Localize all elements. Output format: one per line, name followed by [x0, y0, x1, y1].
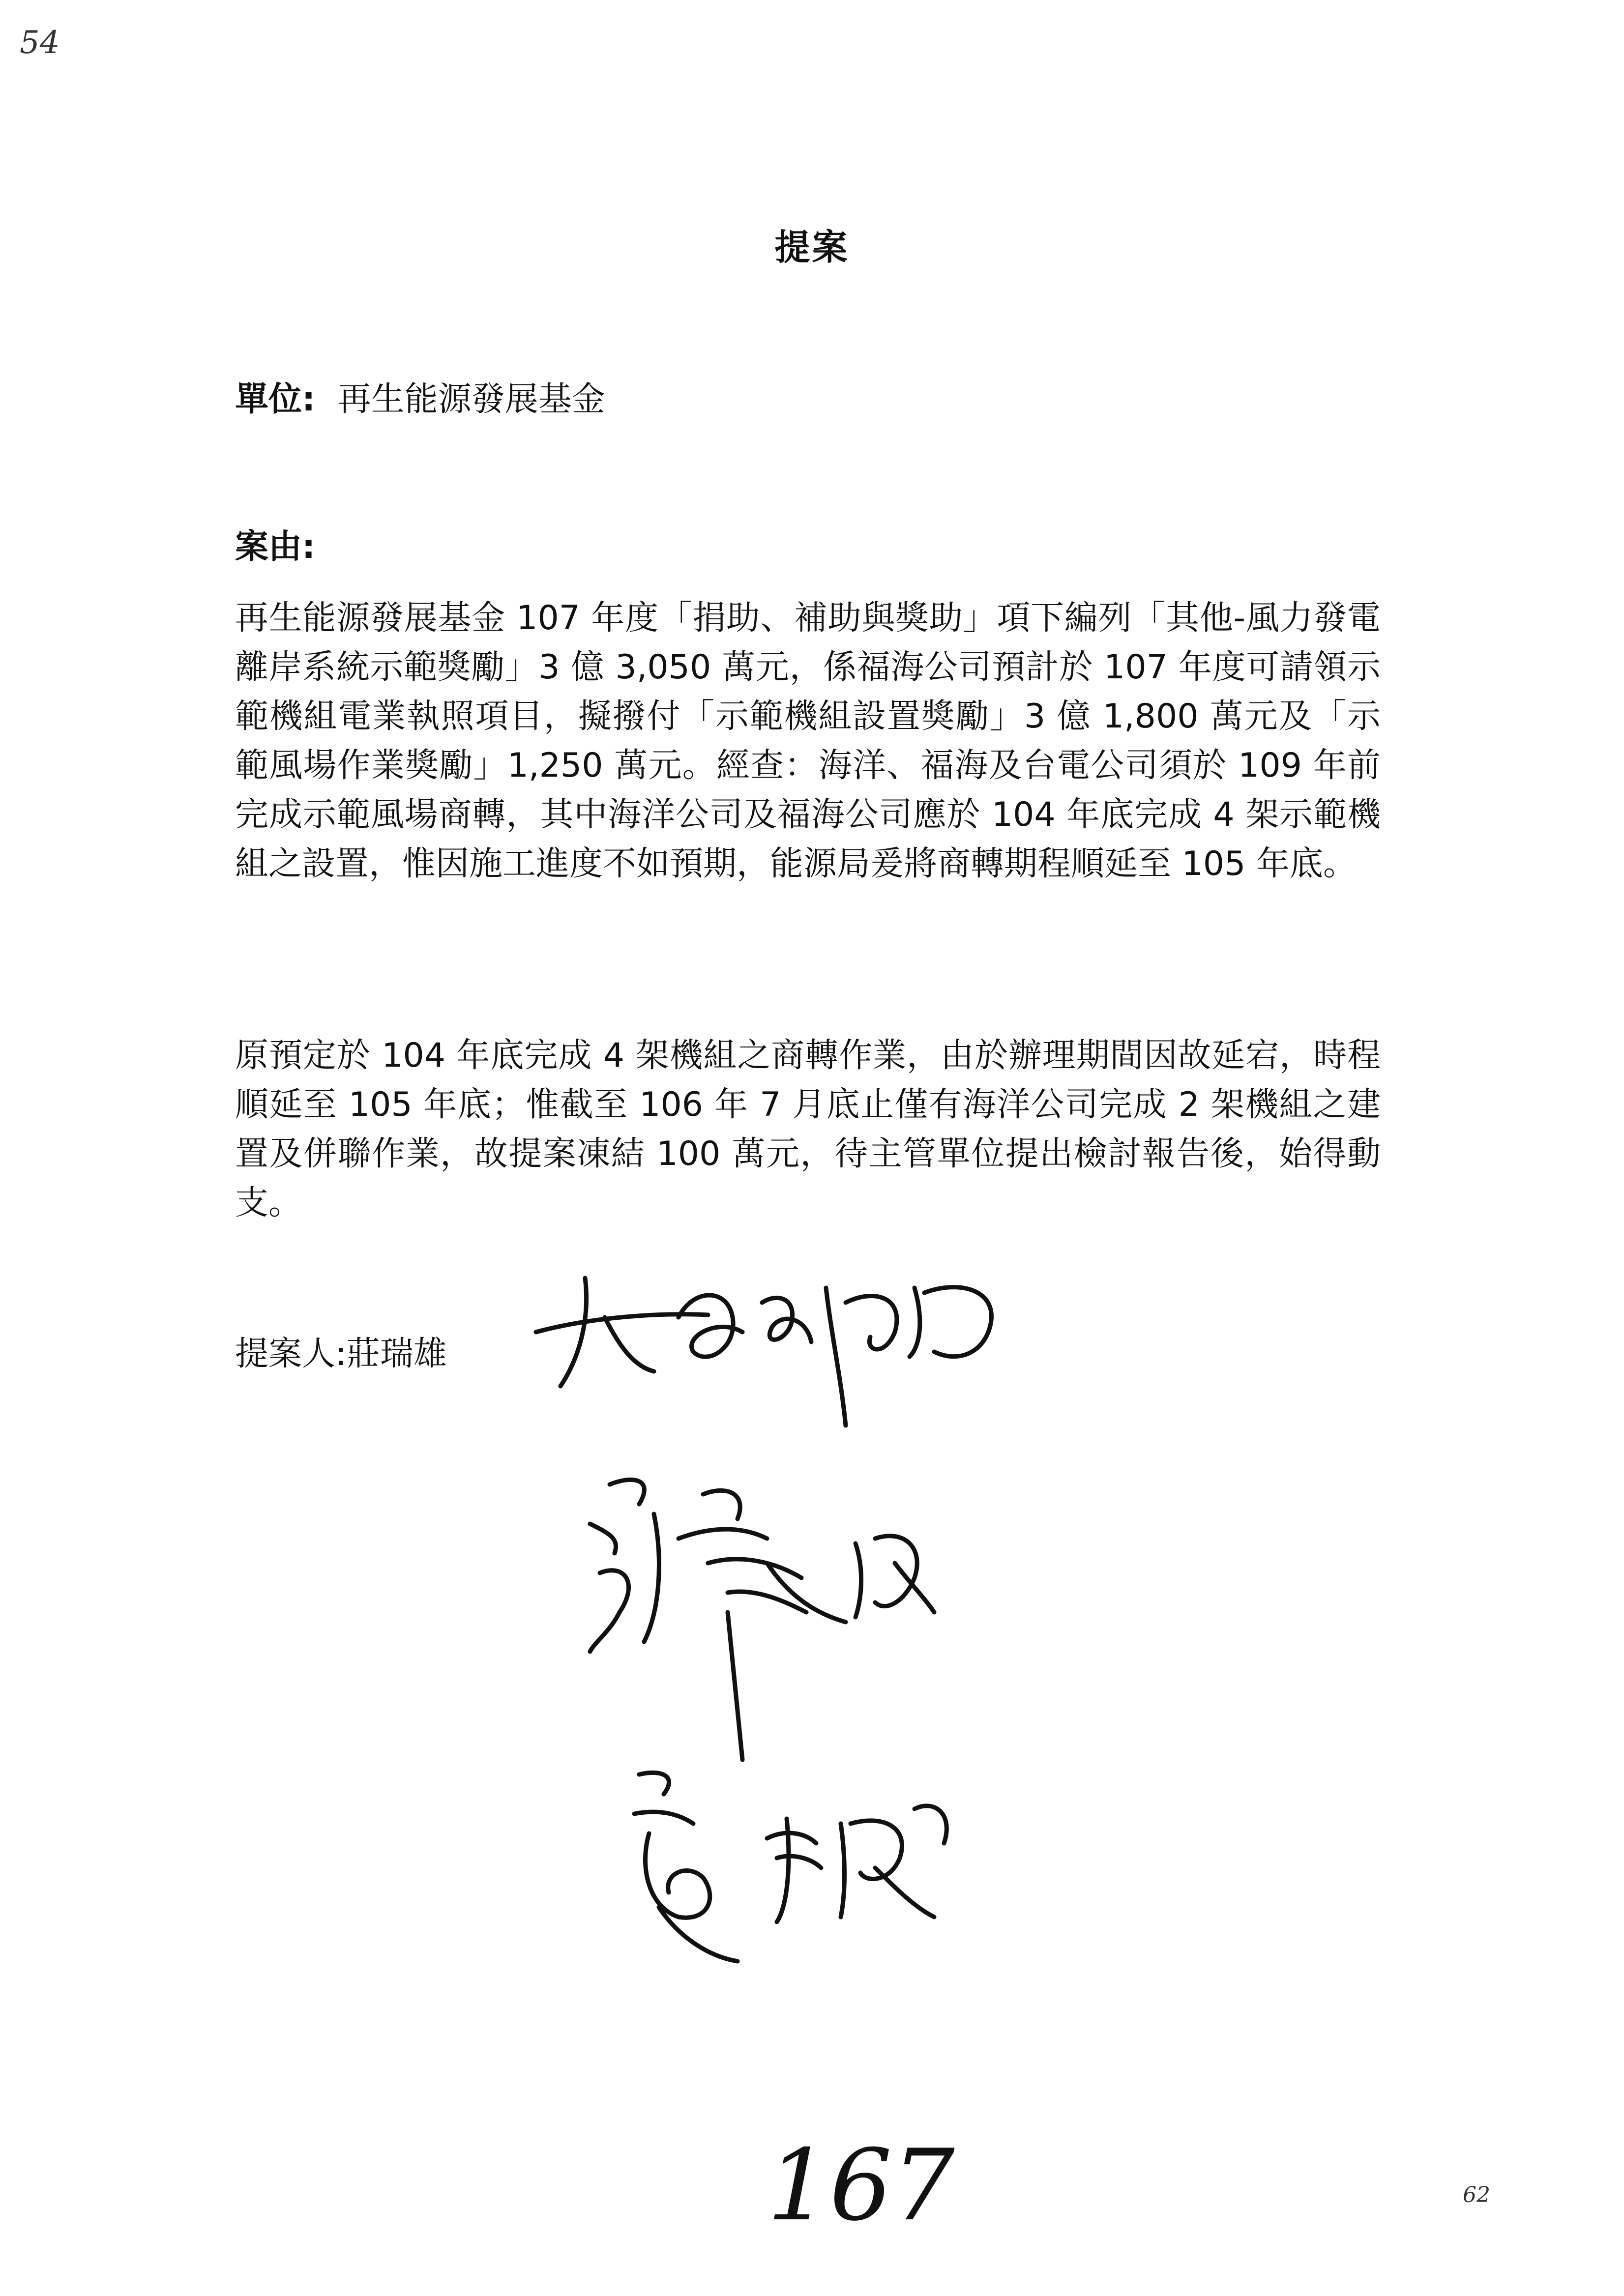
unit-line: [235, 373, 605, 420]
proposer-line: [235, 1327, 447, 1375]
reason-paragraph-2: 原預定於 104 年底完成 4 架機組之商轉作業，由於辦理期間因故延宕，時程順延至 105 年底；惟截至 106 年 7 月底止僅有海洋公司完成 2 架機組之建置及併聯作業，故提案凍結 100 萬元，待主管單位提出檢討報告後，始得動支。: [235, 1036, 1381, 1222]
reason-heading: 案由:: [235, 527, 316, 566]
unit-value: 再生能源發展基金: [337, 380, 605, 419]
unit-label: 單位:: [235, 380, 316, 419]
proposer-label: 提案人:: [235, 1335, 347, 1373]
handwritten-corner-note: 54: [20, 25, 60, 61]
signature-3: [620, 1760, 964, 1976]
signature-1: [531, 1258, 1023, 1445]
signature-2: [580, 1465, 1023, 1770]
proposer-name: 莊瑞雄: [346, 1335, 447, 1373]
handwritten-corner-number: 62: [1463, 2182, 1490, 2208]
handwritten-page-number: 167: [767, 2128, 955, 2243]
reason-paragraph-1: 再生能源發展基金 107 年度「捐助、補助與獎助」項下編列「其他-風力發電離岸系統示範獎勵」3 億 3,050 萬元，係福海公司預計於 107 年度可請領示範機組電業執照項目，擬撥付「示範機組設置獎勵」3 億 1,800 萬元及「示範風場作業獎勵」1,250 萬元。經查：海洋、福海及台電公司須於 109 年前完成示範風場商轉，其中海洋公司及福海公司應於 104 年底完成 4 架示範機組之設置，惟因施工進度不如預期，能源局爰將商轉期程順延至 105 年底。: [235, 599, 1381, 883]
page-title: 提案: [774, 227, 850, 268]
